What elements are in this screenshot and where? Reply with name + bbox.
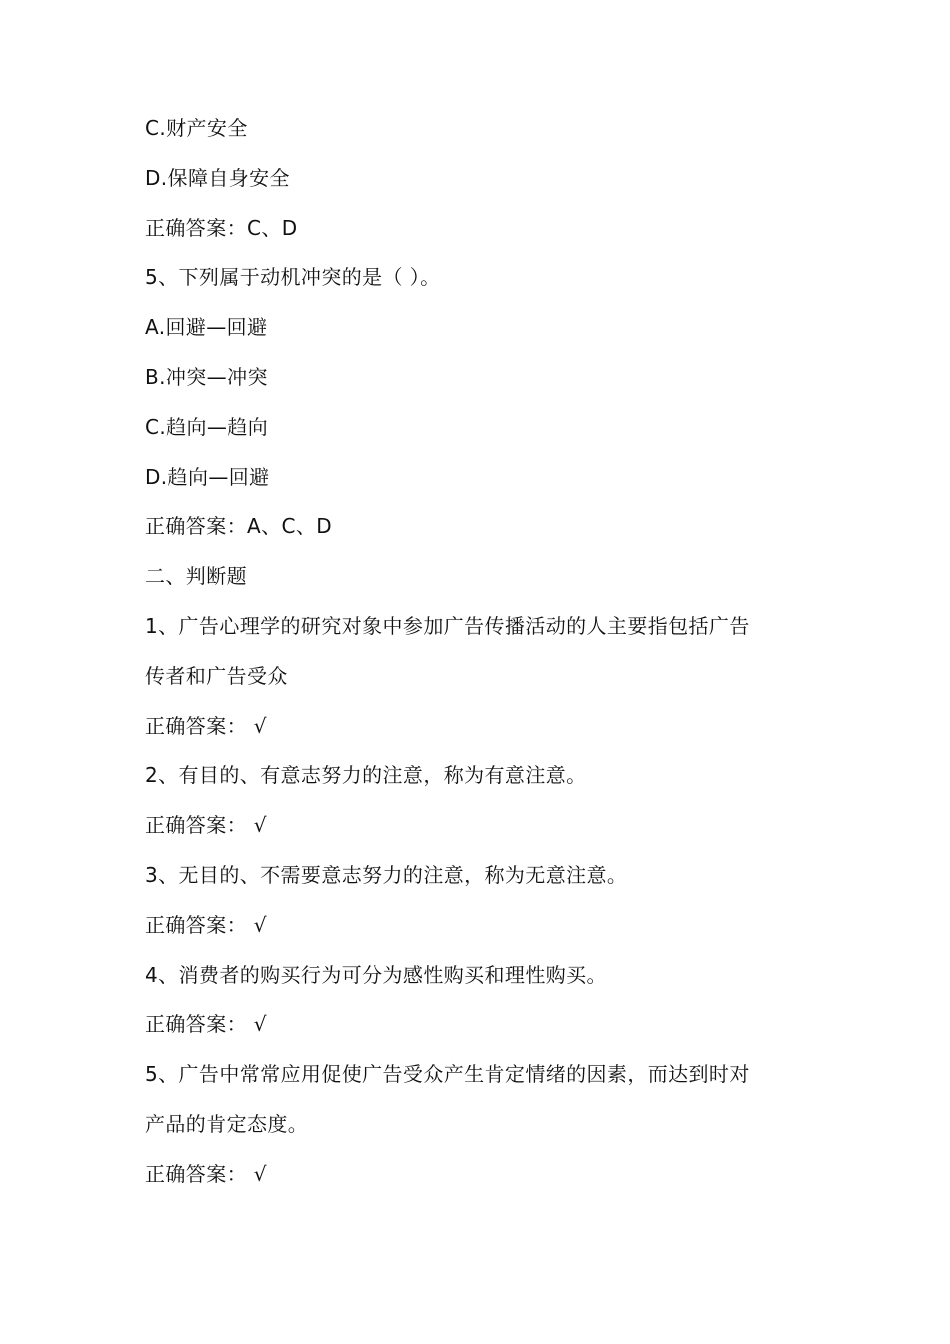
question-line: 产品的肯定态度。 xyxy=(145,1111,309,1136)
option-line: C.趋向—趋向 xyxy=(145,414,269,439)
option-line: C.财产安全 xyxy=(145,116,248,140)
option-line: B.冲突—冲突 xyxy=(145,364,268,389)
answer-line: 正确答案： √ xyxy=(145,1161,267,1186)
answer-line: 正确答案：C、D xyxy=(145,215,298,240)
question-line: 传者和广告受众 xyxy=(145,663,288,688)
question-line: 3、无目的、不需要意志努力的注意，称为无意注意。 xyxy=(145,862,628,887)
answer-line: 正确答案： √ xyxy=(145,813,267,838)
option-line: A.回避—回避 xyxy=(145,315,268,340)
question-line: 5、下列属于动机冲突的是（ ）。 xyxy=(145,265,441,290)
question-line: 4、消费者的购买行为可分为感性购买和理性购买。 xyxy=(145,962,607,987)
answer-line: 正确答案： √ xyxy=(145,713,267,738)
option-line: D.保障自身安全 xyxy=(145,165,290,190)
answer-line: 正确答案： √ xyxy=(145,1012,267,1037)
answer-line: 正确答案： √ xyxy=(145,912,267,937)
section-heading: 二、判断题 xyxy=(145,564,247,589)
question-line: 2、有目的、有意志努力的注意，称为有意注意。 xyxy=(145,763,587,788)
question-line: 5、广告中常常应用促使广告受众产生肯定情绪的因素，而达到时对 xyxy=(145,1062,750,1087)
answer-line: 正确答案：A、C、D xyxy=(145,514,333,539)
option-line: D.趋向—回避 xyxy=(145,464,270,489)
question-line: 1、广告心理学的研究对象中参加广告传播活动的人主要指包括广告 xyxy=(145,613,750,638)
document-body xyxy=(145,104,825,1200)
